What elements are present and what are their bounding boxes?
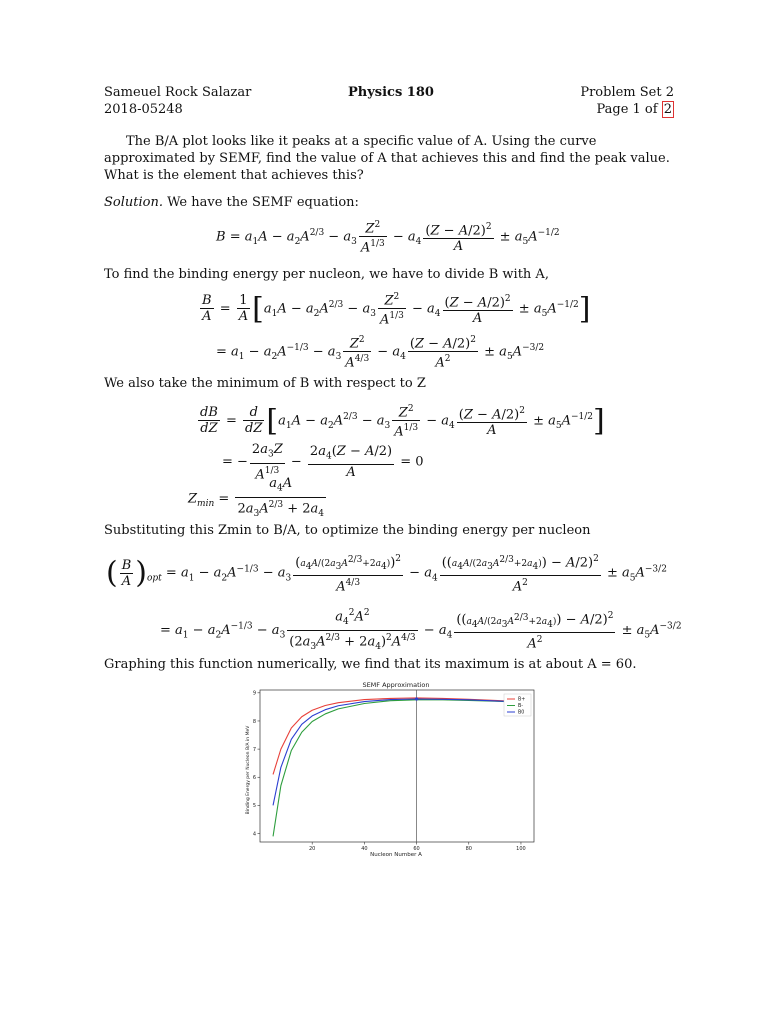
x-tick-label: 80	[465, 846, 472, 852]
y-axis-label: Binding Energy per Nucleon B/A in MeV	[246, 725, 251, 815]
axis-ticks	[253, 691, 526, 852]
legend-label: B-	[518, 704, 524, 710]
legend	[504, 694, 531, 716]
binding-per-nucleon-expanded: = $a_1 - a_2A^{-1/3} - a_3$ $\frac{Z^2}{A^{4/3}}$ − $a_4$ $\frac{(Z - A/2)^2}{A^2}$ ± $a_5A^{-3/2}$	[216, 335, 545, 371]
course-title: Physics 180	[348, 85, 434, 100]
x-tick-label: 100	[516, 846, 526, 852]
y-tick-label: 8	[252, 718, 256, 725]
x-tick-label: 20	[309, 846, 316, 852]
derivative-equation: $\frac{dB}{dZ}$ = $\frac{d}{dZ}$ [$a_1A - a_2A^{2/3} - a_3$ $\frac{Z^2}{A^{1/3}}$ − $a_4$ $\frac{(Z - A/2)^2}{A}$ ± $a_5A^{-1/2}$]	[200, 403, 605, 440]
derivative-zero-equation: = − $\frac{2a_3Z}{A^{1/3}}$ − $\frac{2a_4(Z - A/2)}{A}$ = 0	[222, 442, 424, 482]
peak-marker	[415, 697, 418, 700]
optimized-equation: ( $\frac{B}{A}$ )$_{opt} = a_1 - a_2A^{-1/3} - a_3$ $\frac{(a_4A/(2a_3A^{2/3}+2a_4))^2}{A^{4/3}}$ − $a_4$ $\frac{((a_4A/(2a_3A^{2/3}+2a_4)) - A/2)^2}{A^2}$ ± $a_5A^{-3/2}$	[106, 554, 667, 595]
problem-set-label: Problem Set 2	[580, 85, 674, 100]
legend-label: B+	[518, 697, 526, 703]
page-total-link[interactable]: 2	[663, 102, 672, 117]
y-tick-label: 9	[252, 690, 256, 697]
y-tick-label: 4	[252, 831, 256, 838]
semf-equation: $B = a_1A - a_2A^{2/3} - a_3$ $\frac{Z^2}{A^{1/3}}$ − $a_4$ $\frac{(Z - A/2)^2}{A}$ ± $a_5A^{-1/2}$	[216, 220, 560, 256]
y-tick-label: 6	[252, 775, 256, 782]
x-tick-label: 60	[413, 846, 420, 852]
solution-intro	[104, 194, 674, 211]
page-prefix: Page 1 of	[596, 102, 662, 117]
x-axis-label: Nucleon Number A	[370, 852, 422, 858]
solution-intro-text: We have the SEMF equation:	[167, 195, 359, 210]
divide-text: To find the binding energy per nucleon, we have to divide B with A,	[104, 267, 549, 282]
zmin-equation: $Z_{min}$ = $\frac{a_4A}{2a_3A^{2/3} + 2a_4}$	[188, 476, 325, 519]
semf-chart	[232, 676, 542, 862]
author-name: Sameuel Rock Salazar	[104, 85, 252, 100]
student-id: 2018-05248	[104, 102, 183, 117]
x-tick-label: 40	[361, 846, 368, 852]
graphing-text: Graphing this function numerically, we find that its maximum is at about A = 60.	[104, 657, 637, 672]
chart-title: SEMF Approximation	[362, 681, 430, 689]
page-indicator	[596, 101, 674, 118]
optimized-expanded: = $a_1 - a_2A^{-1/3} - a_3$ $\frac{a_4^2A^2}{(2a_3A^{2/3} + 2a_4)^2A^{4/3}}$ − $a_4$ $\frac{((a_4A/(2a_3A^{2/3}+2a_4)) - A/2)^2}{A^2}$ ± $a_5A^{-3/2}$	[160, 608, 682, 652]
y-tick-label: 5	[252, 803, 256, 810]
solution-label: Solution.	[104, 195, 163, 210]
legend-label: B0	[518, 710, 525, 716]
y-tick-label: 7	[252, 746, 256, 753]
question-paragraph: The B/A plot looks like it peaks at a specific value of A. Using the curve approximated by SEMF, find the value of A that achieves this and find the peak value. What is the element that achieves this?	[104, 134, 670, 183]
minimum-text: We also take the minimum of B with respect to Z	[104, 376, 426, 391]
plot-frame	[260, 690, 534, 842]
binding-per-nucleon-equation: $\frac{B}{A}$ = $\frac{1}{A}$ [$a_1A - a_2A^{2/3} - a_3$ $\frac{Z^2}{A^{1/3}}$ − $a_4$ $\frac{(Z - A/2)^2}{A}$ ± $a_5A^{-1/2}$]	[202, 291, 591, 328]
substituting-text: Substituting this Zmin to B/A, to optimize the binding energy per nucleon	[104, 523, 591, 538]
